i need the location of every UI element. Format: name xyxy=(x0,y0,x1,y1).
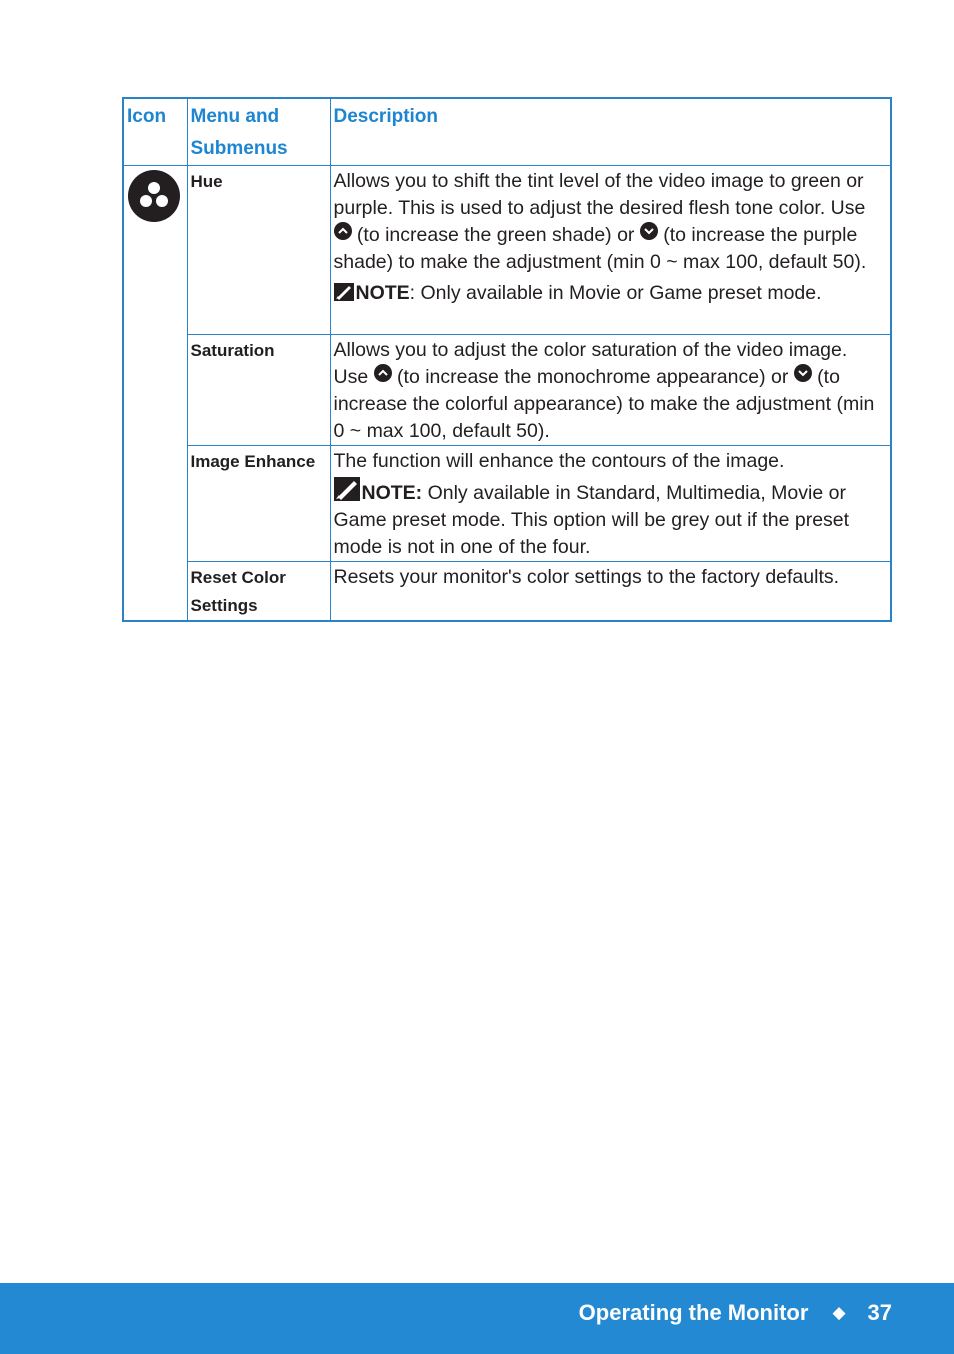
desc-text: (to increase the colorful appearance) to make the adjustment (min 0 ~ max 100, default 50). xyxy=(333,366,875,442)
diamond-separator-icon: ◆ xyxy=(832,1303,846,1322)
description-saturation xyxy=(330,335,891,446)
note-label: NOTE xyxy=(355,282,410,304)
description-reset-color-settings: Resets your monitor's color settings to the factory defaults. xyxy=(330,562,891,622)
desc-text: The function will enhance the contours of the image. xyxy=(333,450,785,472)
desc-text: Allows you to adjust the color saturation of the video image. Use xyxy=(333,339,848,388)
submenu-reset-color-settings: Reset Color Settings xyxy=(187,562,330,622)
desc-text: (to increase the monochrome appearance) or xyxy=(391,366,794,388)
table-row-reset-color-settings xyxy=(123,562,891,622)
description-hue xyxy=(330,166,891,335)
header-menu-and-submenus: Menu and Submenus xyxy=(187,98,330,166)
note-text: : Only available in Movie or Game preset mode. xyxy=(409,282,822,304)
note-pencil-icon xyxy=(334,283,354,301)
note-text: Only available in Standard, Multimedia, Movie or Game preset mode. This option will be grey out if the preset mode is not in one of the four. xyxy=(333,482,850,558)
desc-text: Allows you to shift the tint level of the video image to green or purple. This is used to adjust the desired flesh tone color. Use xyxy=(333,170,866,219)
desc-text: (to increase the green shade) or xyxy=(351,224,640,246)
up-arrow-button-icon xyxy=(374,364,392,382)
note-hue xyxy=(334,280,888,307)
description-image-enhance xyxy=(330,446,891,562)
down-arrow-button-icon xyxy=(794,364,812,382)
icon-cell xyxy=(123,166,187,622)
table-row-hue xyxy=(123,166,891,335)
down-arrow-button-icon xyxy=(640,222,658,240)
header-icon: Icon xyxy=(123,98,187,166)
page-number: 37 xyxy=(867,1300,892,1325)
table-row-image-enhance xyxy=(123,446,891,562)
header-description: Description xyxy=(330,98,891,166)
page-footer xyxy=(0,1283,954,1354)
submenu-saturation: Saturation xyxy=(187,335,330,446)
table-header-row xyxy=(123,98,891,166)
color-settings-table xyxy=(122,97,892,622)
note-label: NOTE: xyxy=(361,482,423,504)
submenu-image-enhance: Image Enhance xyxy=(187,446,330,562)
footer-text xyxy=(579,1300,892,1326)
submenu-hue: Hue xyxy=(187,166,330,335)
section-title: Operating the Monitor xyxy=(578,1300,809,1325)
color-settings-icon xyxy=(128,170,180,222)
desc-text: (to increase the purple shade) to make the adjustment (min 0 ~ max 100, default 50). xyxy=(333,224,867,273)
note-pencil-icon xyxy=(334,477,360,501)
note-image-enhance xyxy=(334,477,888,561)
up-arrow-button-icon xyxy=(334,222,352,240)
table-row-saturation xyxy=(123,335,891,446)
